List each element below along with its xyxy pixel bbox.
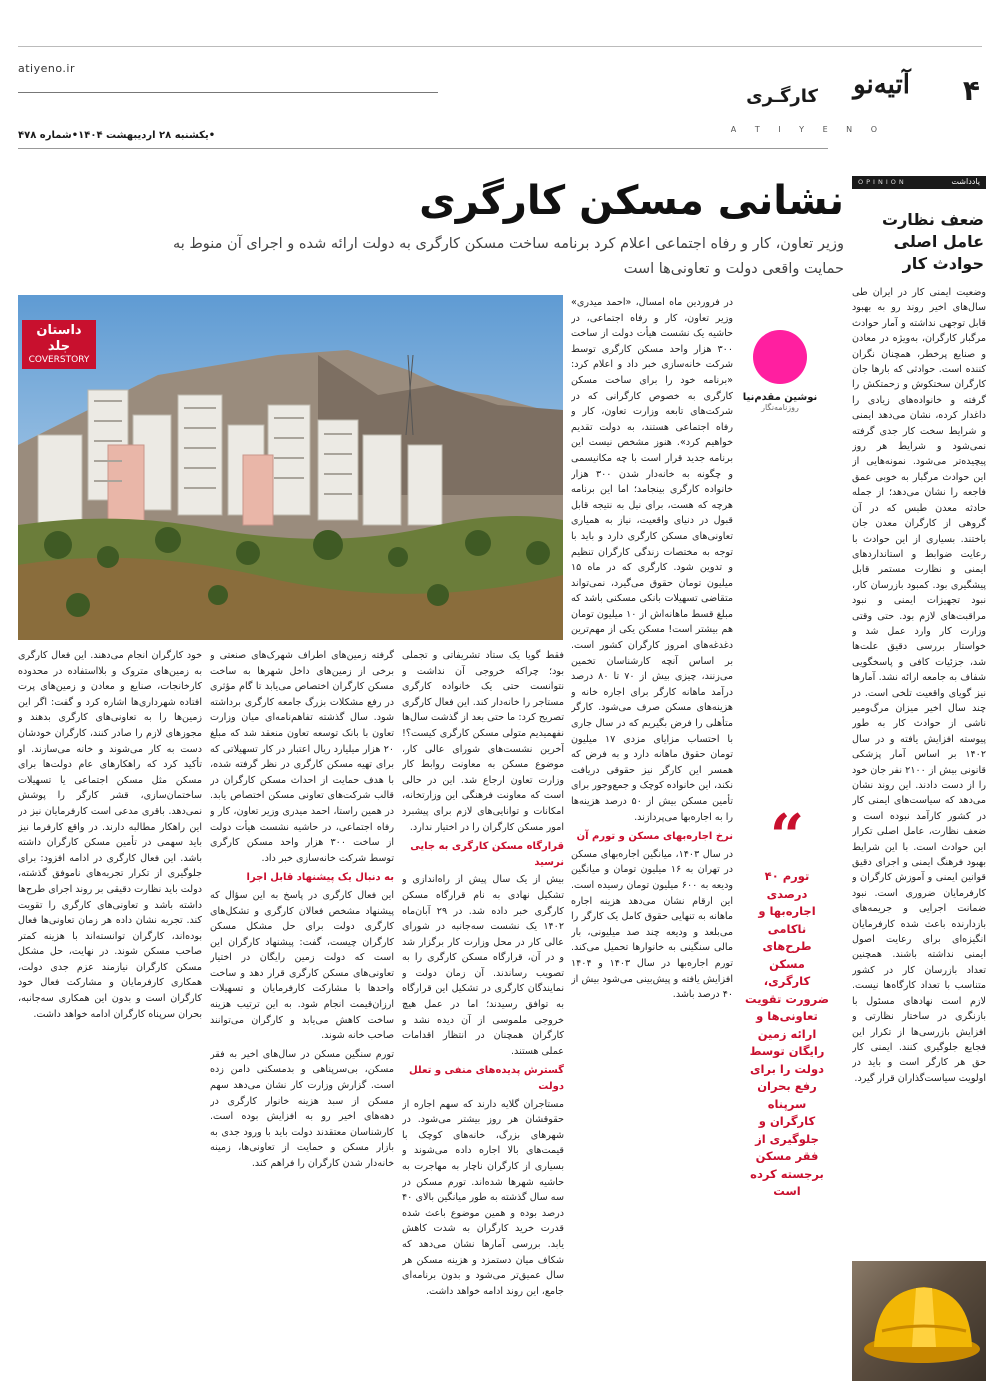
quote-mark-icon: “ [769, 802, 805, 872]
safety-helmet-image [852, 1261, 986, 1381]
brand-logo [820, 70, 910, 112]
author-avatar [753, 330, 807, 384]
article-col4-after: این فعال کارگری در پاسخ به این سؤال که پیشنهاد مشخص فعالان کارگری و تشکل‌های کارگری دولت برای حل مشکل مسکن کارگران چیست، گفت: پیشنهاد کارگران این است که دولت زمین رایگان در اختیار تعاونی‌های مسکن کارگری قرار دهد و ساخت واحدها با مشارکت کارفرمایان و تسهیلات ارزان‌قیمت انجام شود. به این ترتیب هزینه ساخت کاهش می‌یابد و کارگران می‌توانند صاحب خانه شوند. [210, 889, 394, 1042]
issue-rule [18, 148, 828, 149]
subhead-negative: گسترش پدیده‌های منفی و تعلل دولت [408, 1065, 564, 1093]
pull-quote [744, 802, 830, 1201]
subhead-proposal: به دنبال یک پیشنهاد قابل اجرا [246, 872, 394, 884]
header-top-rule [18, 46, 982, 47]
article-col3-text: فقط گویا یک ستاد تشریفاتی و تجملی بود؛ چراکه خروجی آن نداشت و نتوانست حتی یک خانواده کارگری مستاجر را خانه‌دار کند. این فعال کارگری تصریح کرد: ما حتی بعد از گذشت سال‌ها نفهمیدیم متولی مسکن کارگری کیست؟! آخرین نشست‌های شورای عالی کار، موضوع مسکن به معاونت روابط کار وزارت تعاون ارجاع شد. این در حالی است که معاونت فرهنگی این وزارتخانه، امکانات و توانایی‌های لازم برای پیشبرد امور مسکن کارگران را در اختیار ندارد. [402, 650, 564, 833]
opinion-label-latin: OPINION [858, 178, 907, 186]
opinion-body: وضعیت ایمنی کار در ایران طی سال‌های اخیر روند رو به بهبود قابل توجهی نداشته و آمار حوادث مرگبار کارگران، به‌ویژه در معادن و صنایع پرخطر، همچنان نگران کننده است. حوادثی که بارها جان کارگران سختکوش و زحمتکش را گرفته و خانواده‌های زیادی را داغدار کرده، نشان می‌دهد ایمنی و شرایط سخت کار جدی گرفته نمی‌شود و شرایط هر روز پیچیده‌تر می‌شود. نمونه‌هایی از این حوادث مرگبار به خوبی عمق فاجعه را نشان می‌دهد؛ از جمله حادثه معدن طبس که در آن گروهی از کارگران معدن جان باختند. بسیاری از این حوادث با رعایت ضوابط و استانداردهای ایمنی و نظارت مستمر قابل پیشگیری بود. کمبود بازرسان کار، نبود تجهیزات ایمنی و نبود مراقبت‌های لازم بود. حتی وقتی وزارت کار وارد عمل شد و خواستار بررسی دقیق علت‌ها شد، جزئیات کافی و پاسخگویی شفاف به جامعه ارائه نشد. آمارها نیز گویای واقعیت تلخی است. در چند سال اخیر میزان مرگ‌ومیر ناشی از حوادث کار به طور پیوسته افزایش یافته و در سال ۱۴۰۲ بر اساس آمار پزشکی قانونی بیش از ۲۱۰۰ نفر جان خود را از دست دادند. این روند نشان می‌دهد که سیاست‌های ایمنی کار در کشور کارآمد نبوده است و ضعف نظارت، عامل اصلی تکرار این حوادث است. با این شرایط بهبود فرهنگ ایمنی و اجرای دقیق قوانین ایمنی و آموزش کارگران و کارفرمایان ضروری است. نبود ضمانت اجرایی و جریمه‌های بازدارنده باعث شده کارفرمایان انگیزه‌ای برای رعایت اصول ایمنی نداشته باشند. همچنین تعداد بازرسان کار در کشور متناسب با تعداد کارگاه‌ها نیست. لازم است نهادهای مسئول با بازنگری در ساختار نظارتی و افزایش بازرسی‌ها از تکرار این فجایع جلوگیری کنند. ایمنی کار حق هر کارگر است و باید در اولویت سیاست‌گذاران قرار گیرد. [852, 287, 986, 1084]
brand-name: آتیه‌نو [853, 70, 910, 100]
article-column-5 [18, 648, 202, 1383]
issue-info: •یکشنبه ۲۸ اردیبهشت ۱۴۰۴•شماره ۴۷۸ [18, 130, 216, 141]
article-col2-after: تورم سنگین مسکن در سال‌های اخیر به فقر مسکن، بی‌سرپناهی و بد‌مسکنی دامن زده است. گزارش وزارت کار نشان می‌دهد سهم مسکن از سبد هزینه خانوار کارگری در دهه‌های اخیر رو به افزایش بوده است. کارشناسان معتقدند دولت باید با ورود جدی به بازار مسکن و حمایت از تعاونی‌ها، زمینه خانه‌دار شدن کارگران را فراهم کند. [210, 1048, 394, 1169]
cover-story-fa: داستان جلد [36, 323, 82, 354]
article-col5-text: خود کارگران انجام می‌دهند. این فعال کارگری به زمین‌های متروک و بلااستفاده در محدوده کارخانجات، صنایع و معادن و زمین‌های پرت افتاده شهرداری‌ها اشاره کرد و گفت: اگر این زمین‌ها را به تعاونی‌های کارگری بدهند و مجوزهای لازم را صادر کنند، کارگران خودشان دست به کار می‌شوند و خانه می‌سازند. او تأکید کرد که راهکارهای عام دولت‌ها برای مسکن مثل مسکن اجتماعی یا تسهیلات ساختمان‌سازی، قشر کارگر را پوشش نمی‌دهد. باقری مدعی است کارفرمایان نیز در این راهکار مطالبه دارند. در واقع کارفرما نیز باید سهمی در تأمین مسکن کارگران داشته باشد. این فعال کارگری در ادامه افزود: برای جلوگیری از تکرار تجربه‌های ناموفق گذشته، دولت باید نظارت دقیقی بر روند اجرای طرح‌ها داشته باشد و تعاونی‌های کارگری را تقویت کند. تجربه نشان داده هر زمان تعاونی‌ها فعال بوده‌اند، کارگران توانسته‌اند با هزینه کمتر صاحب مسکن شوند. در نهایت، حل مشکل مسکن کارگران نیازمند عزم جدی دولت، همکاری کارفرمایان و مشارکت فعال خود کارگران است و بدون این همکاری سه‌جانبه، بحران سرپناه کارگران ادامه خواهد داشت. [18, 650, 202, 1020]
author-name: نوشین مقدم‌نیا [742, 392, 818, 403]
article-column-1 [571, 295, 733, 1383]
housing-photo [18, 295, 563, 640]
opinion-label: یادداشت [951, 177, 980, 186]
article-col1-intro: در فروردین ماه امسال، «احمد میدری» وزیر تعاون، کار و رفاه اجتماعی، در حاشیه یک نشست هیأت دولت از ساخت ۳۰۰ هزار واحد مسکن کارگری توسط شرکت خانه‌سازی خبر داد و اعلام کرد: «برنامه خود را برای ساخت مسکن کارگری به خصوص کارگرانی که در شرکت‌های تابعه وزارت تعاون، کار و رفاه اجتماعی هستند، به دولت تقدیم خواهیم کرد». هنوز مشخص نیست این برنامه جدید قرار است با چه مکانیسمی و چگونه به خانه‌دار شدن ۳۰۰ هزار خانواده کارگری بینجامد؛ اما این برنامه هرچه که هست، برای نیل به نتیجه قابل قبول در دنیای واقعیت، نیاز به همیاری تعاونی‌های مسکن کارگری دارد و باید با توجه به مختصات زندگی کارگران تنظیم و تدوین شود. کارگری که در ماه ۱۵ میلیون تومان حقوق می‌گیرد، نمی‌تواند متقاضی تسهیلات بانکی مسکنی باشد که مبلغ قسط ماهانه‌اش از ۱۰ میلیون تومان هم بیشتر است! مسکن یکی از مهم‌ترین دغدغه‌های امروز کارگران کشور است. بر اساس آنچه کارشناسان تخمین می‌زنند، چیزی بیش از ۷۰ تا ۸۰ درصد درآمد ماهانه کارگر برای اجاره خانه و هزینه‌های مسکن صرف می‌شود. کارگر متأهلی را فرض بگیریم که در سال جاری با احتساب مزایای مزدی ۱۷ میلیون تومان حقوق ماهانه دارد و به فرض که همسر این کارگر نیز حقوقی دریافت نکند، این خانواده کوچک و جمع‌وجور برای تأمین مسکن بیش از ۵۰ درصد هزینه‌ها را به اجاره‌بها می‌پردازند. [571, 297, 733, 823]
helmet-icon [852, 1261, 986, 1381]
opinion-label-bar [852, 176, 986, 189]
article-column-3 [402, 648, 564, 1383]
headline: نشانی مسکن کارگری [419, 178, 844, 224]
article-col1-after: در سال ۱۴۰۳، میانگین اجاره‌بهای مسکن در تهران به ۱۶ میلیون تومان و میانگین ودیعه به ۶۰۰ میلیون تومان رسیده است. این ارقام نشان می‌دهد هزینه اجاره ماهانه به تنهایی حقوق کامل یک کارگر را می‌بلعد و ودیعه چند صد میلیونی، بار مالی سنگینی به خانوارها تحمیل می‌کند. تورم اجاره‌بها در سال ۱۴۰۳ و ۱۴۰۴ افزایش یافته و پیش‌بینی می‌شود بیش از ۴۰ درصد باشد. [571, 848, 733, 1001]
cover-story-en: COVERSTORY [28, 355, 90, 365]
lead: وزیر تعاون، کار و رفاه اجتماعی اعلام کرد برنامه ساخت مسکن کارگری به دولت ارائه شده و اجرای آن منوط به حمایت واقعی دولت و تعاونی‌ها است [172, 236, 844, 277]
opinion-column [852, 176, 986, 1381]
header-rule [18, 92, 438, 93]
brand-latin: A T I Y E N O [730, 125, 885, 134]
article-col4-text: گرفته زمین‌های اطراف شهرک‌های صنعتی و برخی از زمین‌های داخل شهرها به ساخت مسکن کارگران اختصاص می‌یابد تا گام مؤثری در رفع مشکلات بزرگ جامعه کارگری برداشته شود. سال گذشته تفاهم‌نامه‌ای میان وزارت تعاون با بانک توسعه تعاون منعقد شد که مبلغ ۲۰ هزار میلیارد ریال اعتبار در کار تسهیلاتی که برای تهیه مسکن کارگری در نظر گرفته شده، با هدف حمایت از احداث مسکن کارگران در قالب شرکت‌های تعاونی مسکن اختصاص یابد. در همین راستا، احمد میدری وزیر تعاون، کار و رفاه اجتماعی، در حاشیه نشست هیأت دولت از ساخت ۳۰۰ هزار واحد مسکن کارگری توسط شرکت خانه‌سازی خبر داد. [210, 650, 394, 864]
section-title: کارگـری [746, 86, 818, 107]
opinion-title: ضعف نظارت عامل اصلی حوادث کار [881, 210, 984, 273]
quote-text: تورم ۴۰ درصدی اجاره‌بها و ناکامی طرح‌های مسکن کارگری، ضرورت تقویت تعاونی‌ها و ارائه زمین رایگان توسط دولت را برای رفع بحران سرپناه کارگران و جلوگیری از فقر مسکن برجسته کرده است [745, 869, 829, 1198]
apartment-buildings-illustration [18, 295, 563, 640]
article-col2-text: مستاجران گلایه دارند که سهم اجاره از حقوقشان هر روز بیشتر می‌شود. در شهرهای بزرگ، خانه‌های کوچک با قیمت‌های بالا اجاره داده می‌شوند و بسیاری از کارگران ناچار به مهاجرت به حاشیه شهرها شده‌اند. تورم مسکن در سه سال گذشته به طور میانگین بالای ۴۰ درصد بوده و همین موضوع باعث شده قدرت خرید کارگران به شدت کاهش یابد. بررسی آمارها نشان می‌دهد که شکاف میان دستمزد و هزینه مسکن هر سال عمیق‌تر می‌شود و بدون برنامه‌ای جامع، این روند ادامه خواهد داشت. [402, 1098, 564, 1297]
author-block [740, 330, 820, 412]
author-role: روزنامه‌نگار [761, 403, 799, 412]
site-url[interactable]: atiyeno.ir [18, 62, 75, 75]
article-column-4 [210, 648, 394, 1383]
cover-story-tag [22, 320, 96, 369]
subhead-headquarters: قرارگاه مسکن کارگری به جایی نرسید [410, 841, 564, 868]
article-col3-after: بیش از یک سال پیش از راه‌اندازی و تشکیل نهادی به نام قرارگاه مسکن کارگری خبر داده شد. در ۲۹ آبان‌ماه ۱۴۰۲ یک نشست سه‌جانبه در شورای عالی کار در محل وزارت کار برگزار شد و در آن، قرارگاه مسکن کارگری را به تصویب رساندند. آن زمان دولت و نمایندگان کارگری در تشکیل این قرارگاه به توافق رسیدند؛ اما در عمل هیچ خروجی ملموسی از آن دیده نشد و کارگران همچنان در انتظار اقدامات عملی هستند. [402, 874, 564, 1057]
subhead-rent: نرخ اجاره‌بهای مسکن و تورم آن [576, 831, 733, 843]
page-number: ۴ [962, 74, 980, 107]
